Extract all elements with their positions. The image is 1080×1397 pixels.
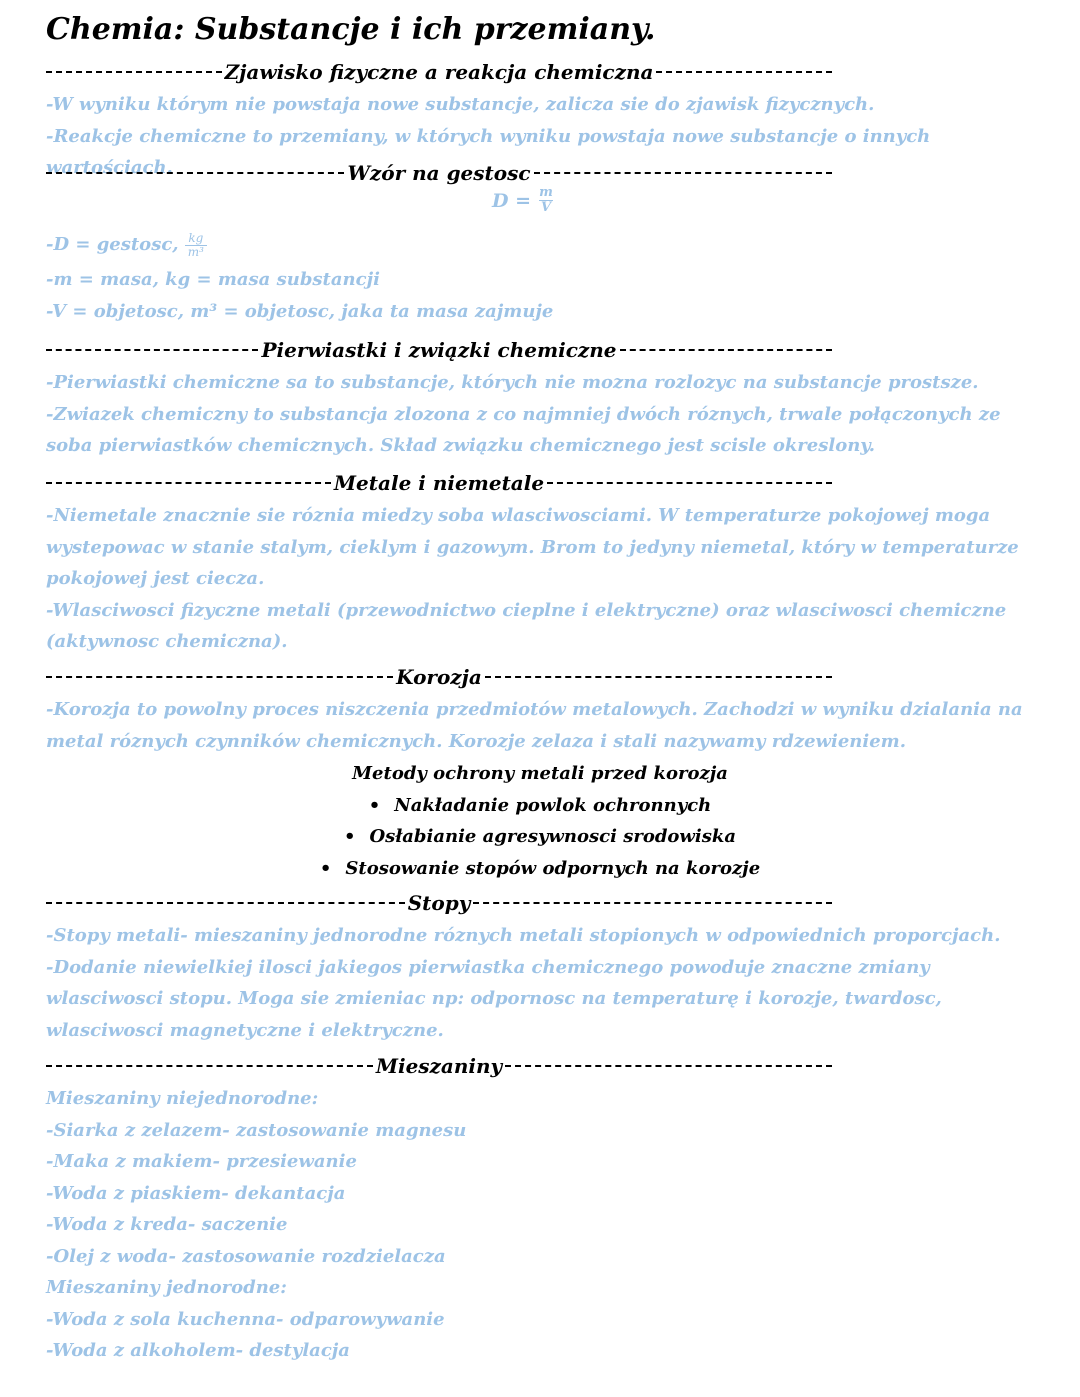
list-item: -Maka z makiem- przesiewanie bbox=[46, 1151, 357, 1172]
formula-fraction bbox=[539, 186, 553, 215]
section-heading-label: Wzór na gestosc bbox=[347, 161, 531, 185]
dashed-rule bbox=[46, 482, 331, 484]
dashed-rule bbox=[547, 482, 832, 484]
corrosion-methods bbox=[0, 758, 1080, 884]
dashed-rule bbox=[46, 1065, 373, 1067]
bullet-icon: • bbox=[343, 826, 356, 847]
dashed-rule bbox=[46, 902, 405, 904]
density-formula bbox=[492, 186, 553, 215]
list-item: Mieszaniny niejednorodne: bbox=[46, 1088, 319, 1109]
dashed-rule bbox=[620, 349, 832, 351]
dashed-rule bbox=[485, 676, 832, 678]
paragraph: -Reakcje chemiczne to przemiany, w których wyniku powstaja nowe substancje o innych wartościach. bbox=[46, 125, 931, 178]
list-item: -Woda z piaskiem- dekantacja bbox=[46, 1182, 346, 1204]
paragraph: -Zwiazek chemiczny to substancja zlozona z co najmniej dwóch róznych, trwale połączonych ze soba pierwiastków chemicznych. Skład związku chemicznego jest scisle okreslony. bbox=[46, 403, 1001, 456]
density-unit-fraction bbox=[185, 232, 207, 259]
bullet-icon: • bbox=[368, 794, 381, 816]
section-heading-gestosc bbox=[46, 158, 832, 188]
section-heading-label: Zjawisko fizyczne a reakcja chemiczna bbox=[224, 60, 654, 84]
section-heading-korozja bbox=[46, 662, 832, 692]
section-heading-label: Mieszaniny bbox=[375, 1054, 503, 1078]
list-item: Mieszaniny jednorodne: bbox=[46, 1277, 287, 1298]
section-heading-label: Korozja bbox=[396, 665, 482, 689]
section-heading-label: Metale i niemetale bbox=[333, 471, 545, 495]
list-item: -Woda z kreda- saczenie bbox=[46, 1214, 288, 1235]
section-body-mieszaniny bbox=[46, 1083, 1036, 1367]
methods-title: Metody ochrony metali przed korozja bbox=[352, 763, 728, 784]
section-heading-label: Stopy bbox=[407, 891, 471, 915]
section-heading-label: Pierwiastki i związki chemiczne bbox=[261, 338, 617, 362]
dashed-rule bbox=[46, 172, 344, 174]
dashed-rule bbox=[656, 71, 832, 73]
paragraph: -Wlasciwosci fizyczne metali (przewodnictwo cieplne i elektryczne) oraz wlasciwosci chemiczne (aktywnosc chemiczna). bbox=[46, 599, 1007, 652]
section-heading-zjawisko bbox=[46, 57, 832, 87]
list-item: -Woda z alkoholem- destylacja bbox=[46, 1340, 350, 1361]
paragraph: -V = objetosc, m³ = objetosc, jaka ta masa zajmuje bbox=[46, 300, 554, 322]
section-body-stopy bbox=[46, 920, 1036, 1046]
section-heading-pierwiastki bbox=[46, 335, 832, 365]
list-item: -Siarka z zelazem- zastosowanie magnesu bbox=[46, 1119, 467, 1141]
paragraph: -W wyniku którym nie powstaja nowe substancje, zalicza sie do zjawisk fizycznych. bbox=[46, 94, 875, 115]
section-heading-stopy bbox=[46, 888, 832, 918]
paragraph: -Dodanie niewielkiej ilosci jakiegos pierwiastka chemicznego powoduje znaczne zmiany wlasciwosci stopu. Moga sie zmieniac np: odpornosc na temperaturę i korozje, twardosc, wlasciwosci magnetyczne i elektryczne. bbox=[46, 956, 942, 1041]
formula-lhs: D = bbox=[492, 189, 532, 212]
section-body-korozja bbox=[46, 694, 1036, 757]
bullet-icon: • bbox=[319, 857, 332, 879]
paragraph: -Pierwiastki chemiczne sa to substancje, których nie mozna rozlozyc na substancje prostsze. bbox=[46, 372, 979, 393]
list-item: • Nakładanie powlok ochronnych bbox=[0, 790, 1080, 822]
section-body-gestosc bbox=[46, 226, 1036, 327]
dashed-rule bbox=[505, 1065, 832, 1067]
section-heading-metale bbox=[46, 468, 832, 498]
section-body-pierwiastki bbox=[46, 367, 1036, 462]
formula-numerator: m bbox=[539, 185, 553, 200]
paragraph: -Niemetale znacznie sie róznia miedzy soba wlasciwosciami. W temperaturze pokojowej moga wystepowac w stanie stalym, cieklym i gazowym. Brom to jedyny niemetal, który w temperaturze pokojowej jest ciecza. bbox=[46, 505, 1019, 589]
list-item: -Woda z sola kuchenna- odparowywanie bbox=[46, 1308, 445, 1330]
list-item: • Stosowanie stopów odpornych na korozje bbox=[0, 853, 1080, 885]
dashed-rule bbox=[46, 676, 393, 678]
dashed-rule bbox=[473, 902, 832, 904]
section-heading-mieszaniny bbox=[46, 1051, 832, 1081]
paragraph: -Stopy metali- mieszaniny jednorodne róznych metali stopionych w odpowiednich proporcjach. bbox=[46, 925, 1001, 946]
unit-denominator: m³ bbox=[187, 244, 204, 259]
section-body-metale bbox=[46, 500, 1036, 658]
dashed-rule bbox=[46, 71, 222, 73]
dashed-rule bbox=[46, 349, 258, 351]
list-item: • Osłabianie agresywnosci srodowiska bbox=[0, 821, 1080, 853]
paragraph bbox=[46, 226, 1036, 264]
paragraph: -Korozja to powolny proces niszczenia przedmiotów metalowych. Zachodzi w wyniku dzialania na metal róznych czynników chemicznych. Korozje zelaza i stali nazywamy rdzewieniem. bbox=[46, 699, 1023, 752]
paragraph: -m = masa, kg = masa substancji bbox=[46, 269, 380, 290]
unit-numerator: kg bbox=[188, 230, 204, 245]
page-title: Chemia: Substancje i ich przemiany. bbox=[46, 12, 656, 47]
density-definition: -D = gestosc, bbox=[46, 234, 179, 255]
list-item: -Olej z woda- zastosowanie rozdzielacza bbox=[46, 1245, 446, 1267]
dashed-rule bbox=[534, 172, 832, 174]
formula-denominator: V bbox=[540, 200, 552, 215]
